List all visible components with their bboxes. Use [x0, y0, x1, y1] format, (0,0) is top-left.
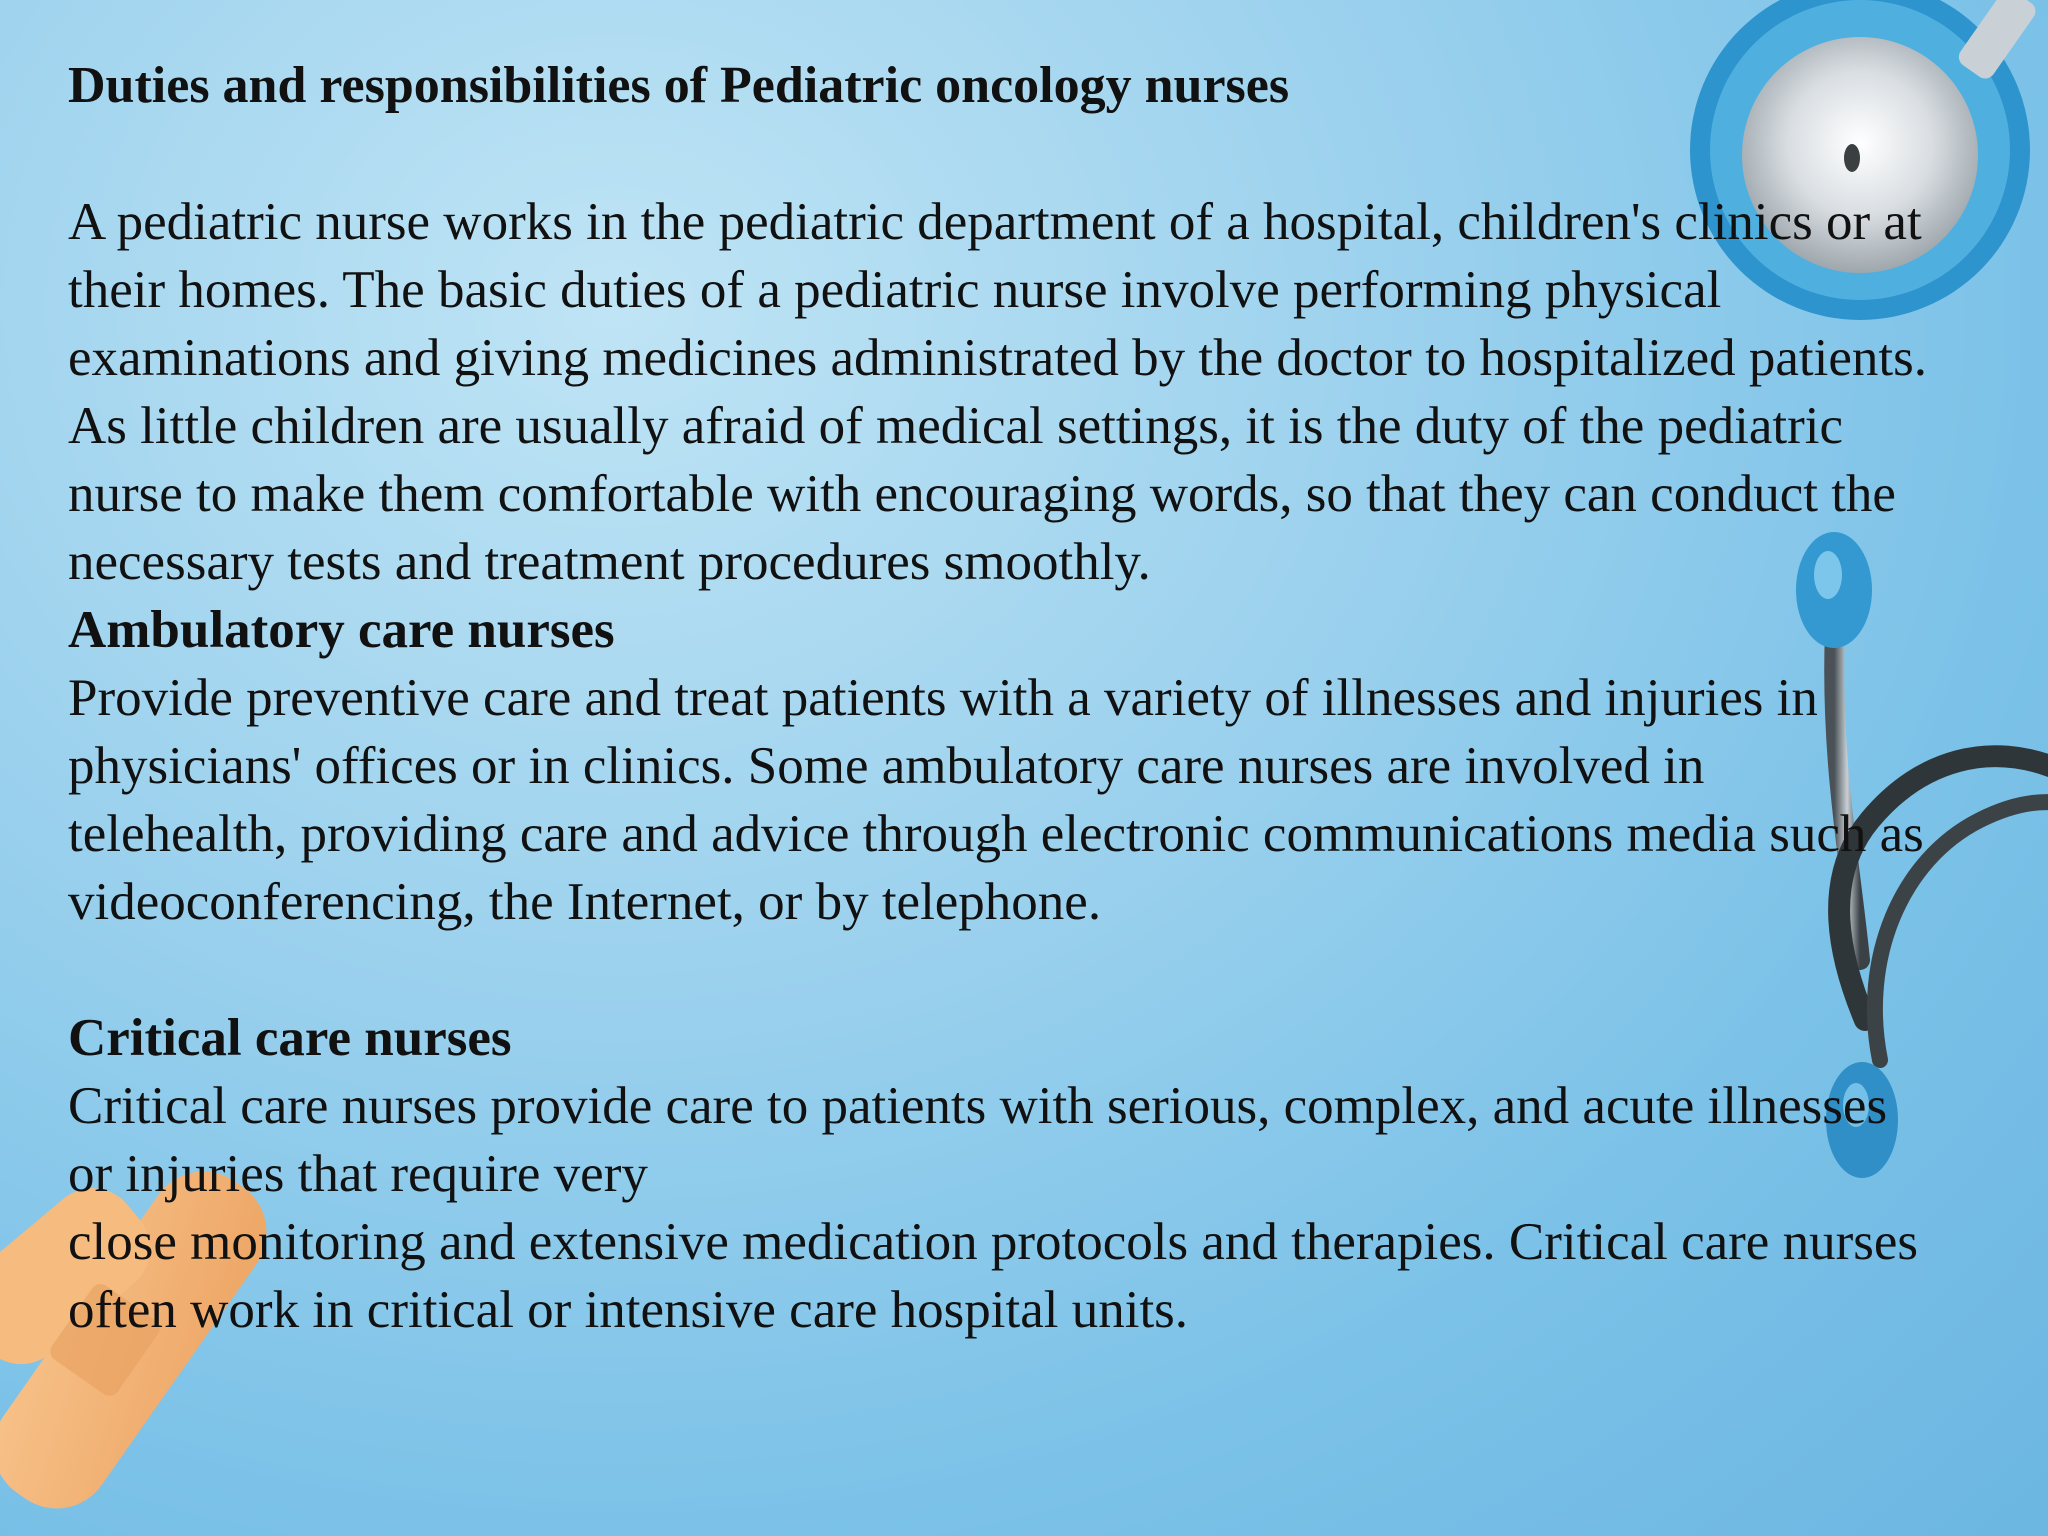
section-body-critical-line1: Critical care nurses provide care to patients with serious, complex, and acute illnesses or injuries that require very: [68, 1077, 1888, 1203]
section-heading-critical: Critical care nurses: [68, 1009, 512, 1067]
section-body-ambulatory: Provide preventive care and treat patients with a variety of illnesses and injuries in physicians' offices or in clinics. Some ambulatory care nurses are involved in telehealth, providing care and advice through electronic communications media such as videoconferencing, the Internet, or by telephone.: [68, 669, 1924, 931]
slide-title: Duties and responsibilities of Pediatric oncology nurses: [68, 57, 1290, 114]
spacer: [68, 936, 1948, 1004]
section-body-critical: [68, 1072, 1928, 1344]
section-body-critical-line2: close monitoring and extensive medication protocols and therapies. Critical care nurses often work in critical or intensive care hospital units.: [68, 1213, 1919, 1339]
section-heading-ambulatory: Ambulatory care nurses: [68, 601, 615, 659]
intro-paragraph: A pediatric nurse works in the pediatric department of a hospital, children's clinics or at their homes. The basic duties of a pediatric nurse involve performing physical examinations and giving medicines administrated by the doctor to hospitalized patients. As little children are usually afraid of medical settings, it is the duty of the pediatric nurse to make them comfortable with encouraging words, so that they can conduct the necessary tests and treatment procedures smoothly.: [68, 193, 1927, 591]
slide-content: [68, 52, 1948, 1344]
